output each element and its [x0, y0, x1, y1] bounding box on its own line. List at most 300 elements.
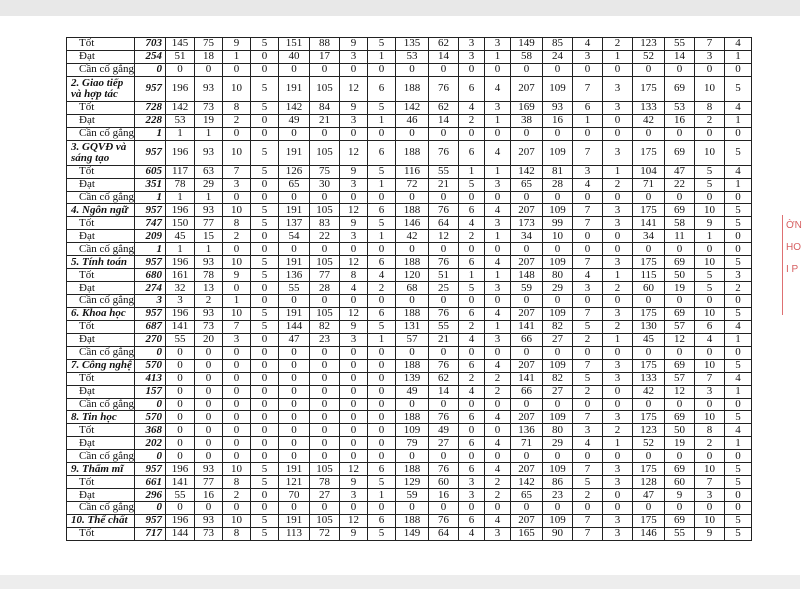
table-cell: 78	[310, 476, 340, 489]
table-cell: 88	[310, 38, 340, 51]
table-row	[67, 243, 752, 256]
table-cell: 115	[633, 269, 665, 282]
row-label: Đạt	[67, 282, 135, 295]
table-cell: 0	[633, 295, 665, 308]
table-cell: 1	[725, 333, 752, 346]
table-cell: 0	[603, 127, 633, 140]
table-cell: 188	[396, 140, 429, 165]
table-cell: 0	[279, 63, 310, 76]
table-cell: 0	[573, 127, 603, 140]
row-total: 0	[135, 398, 166, 411]
section-header-row	[67, 307, 752, 320]
row-label: Đạt	[67, 437, 135, 450]
table-cell: 19	[195, 114, 223, 127]
table-cell: 3	[573, 165, 603, 178]
table-cell: 29	[543, 437, 573, 450]
table-cell: 76	[429, 514, 459, 527]
table-cell: 6	[368, 463, 396, 476]
table-cell: 5	[251, 463, 279, 476]
table-cell: 1	[603, 165, 633, 178]
table-cell: 0	[368, 346, 396, 359]
table-cell: 0	[340, 63, 368, 76]
table-cell: 123	[633, 38, 665, 51]
table-cell: 7	[573, 256, 603, 269]
table-cell: 146	[633, 527, 665, 540]
table-cell: 4	[485, 76, 511, 101]
section-label: 9. Thẩm mĩ	[67, 463, 135, 476]
table-cell: 196	[166, 307, 195, 320]
row-total: 0	[135, 450, 166, 463]
table-cell: 9	[340, 476, 368, 489]
section-label: 3. GQVĐ và sáng tạo	[67, 140, 135, 165]
table-cell: 0	[603, 114, 633, 127]
table-cell: 60	[665, 476, 695, 489]
table-cell: 0	[368, 372, 396, 385]
table-cell: 28	[310, 282, 340, 295]
table-cell: 27	[543, 333, 573, 346]
table-cell: 0	[368, 191, 396, 204]
table-cell: 0	[368, 385, 396, 398]
table-cell: 4	[725, 372, 752, 385]
table-cell: 22	[665, 178, 695, 191]
table-cell: 0	[195, 372, 223, 385]
table-cell: 4	[573, 178, 603, 191]
table-cell: 3	[725, 269, 752, 282]
table-cell: 136	[511, 424, 543, 437]
table-row	[67, 346, 752, 359]
row-total: 228	[135, 114, 166, 127]
table-cell: 69	[665, 411, 695, 424]
table-row	[67, 50, 752, 63]
table-cell: 0	[695, 63, 725, 76]
table-cell: 3	[603, 476, 633, 489]
table-cell: 207	[511, 76, 543, 101]
table-cell: 6	[368, 256, 396, 269]
table-cell: 0	[279, 346, 310, 359]
table-cell: 83	[310, 217, 340, 230]
table-cell: 5	[695, 178, 725, 191]
table-cell: 0	[279, 437, 310, 450]
table-cell: 2	[603, 178, 633, 191]
table-cell: 70	[279, 489, 310, 502]
table-cell: 188	[396, 411, 429, 424]
table-row	[67, 165, 752, 178]
table-cell: 0	[223, 127, 251, 140]
table-cell: 175	[633, 359, 665, 372]
table-cell: 69	[665, 514, 695, 527]
table-cell: 4	[485, 307, 511, 320]
table-cell: 1	[459, 269, 485, 282]
table-cell: 1	[459, 165, 485, 178]
table-cell: 207	[511, 359, 543, 372]
table-cell: 16	[543, 114, 573, 127]
row-total: 957	[135, 204, 166, 217]
table-cell: 161	[166, 269, 195, 282]
table-cell: 34	[633, 230, 665, 243]
table-cell: 0	[485, 127, 511, 140]
table-cell: 188	[396, 204, 429, 217]
table-cell: 12	[340, 256, 368, 269]
table-cell: 49	[429, 424, 459, 437]
table-cell: 0	[511, 346, 543, 359]
table-cell: 1	[485, 269, 511, 282]
table-cell: 75	[195, 38, 223, 51]
row-total: 368	[135, 424, 166, 437]
table-cell: 0	[251, 191, 279, 204]
table-cell: 0	[223, 243, 251, 256]
table-cell: 4	[485, 256, 511, 269]
table-cell: 0	[279, 385, 310, 398]
table-cell: 49	[279, 114, 310, 127]
table-cell: 0	[725, 502, 752, 515]
table-cell: 73	[195, 320, 223, 333]
table-cell: 0	[166, 398, 195, 411]
table-cell: 7	[573, 463, 603, 476]
table-cell: 0	[195, 411, 223, 424]
table-cell: 150	[166, 217, 195, 230]
table-cell: 4	[485, 463, 511, 476]
table-cell: 1	[223, 295, 251, 308]
table-cell: 72	[310, 527, 340, 540]
table-cell: 6	[459, 437, 485, 450]
table-cell: 27	[543, 385, 573, 398]
table-cell: 0	[459, 127, 485, 140]
table-cell: 173	[511, 217, 543, 230]
table-cell: 135	[396, 38, 429, 51]
table-cell: 5	[725, 359, 752, 372]
table-cell: 0	[310, 502, 340, 515]
table-cell: 24	[543, 50, 573, 63]
table-cell: 12	[340, 76, 368, 101]
table-cell: 0	[429, 398, 459, 411]
table-cell: 0	[511, 398, 543, 411]
table-cell: 5	[725, 514, 752, 527]
table-cell: 0	[573, 191, 603, 204]
table-cell: 19	[665, 437, 695, 450]
table-cell: 0	[511, 127, 543, 140]
table-cell: 55	[279, 282, 310, 295]
table-cell: 59	[511, 282, 543, 295]
table-cell: 0	[310, 437, 340, 450]
table-cell: 133	[633, 372, 665, 385]
table-cell: 57	[665, 372, 695, 385]
table-cell: 21	[429, 178, 459, 191]
table-cell: 7	[573, 411, 603, 424]
table-cell: 69	[665, 307, 695, 320]
table-cell: 93	[195, 204, 223, 217]
table-row	[67, 476, 752, 489]
table-cell: 5	[725, 204, 752, 217]
table-cell: 3	[603, 76, 633, 101]
table-cell: 0	[251, 372, 279, 385]
table-cell: 4	[459, 217, 485, 230]
table-cell: 5	[725, 463, 752, 476]
table-cell: 10	[223, 307, 251, 320]
table-cell: 12	[665, 333, 695, 346]
table-cell: 10	[223, 204, 251, 217]
table-cell: 0	[368, 398, 396, 411]
table-cell: 9	[340, 217, 368, 230]
row-total: 0	[135, 502, 166, 515]
table-cell: 10	[695, 256, 725, 269]
section-label: 7. Công nghệ	[67, 359, 135, 372]
table-cell: 0	[251, 411, 279, 424]
table-cell: 8	[223, 217, 251, 230]
table-cell: 29	[195, 178, 223, 191]
table-cell: 149	[396, 527, 429, 540]
table-cell: 0	[665, 450, 695, 463]
table-cell: 5	[251, 101, 279, 114]
table-cell: 196	[166, 514, 195, 527]
table-cell: 0	[223, 398, 251, 411]
table-cell: 0	[695, 502, 725, 515]
table-cell: 42	[633, 385, 665, 398]
table-cell: 123	[633, 424, 665, 437]
table-cell: 126	[279, 165, 310, 178]
table-cell: 76	[429, 411, 459, 424]
table-cell: 0	[485, 450, 511, 463]
table-cell: 0	[429, 63, 459, 76]
table-cell: 0	[195, 359, 223, 372]
table-cell: 0	[251, 346, 279, 359]
table-cell: 4	[459, 101, 485, 114]
table-cell: 109	[543, 514, 573, 527]
table-cell: 0	[340, 346, 368, 359]
table-cell: 1	[725, 114, 752, 127]
table-cell: 105	[310, 76, 340, 101]
table-cell: 0	[251, 502, 279, 515]
table-cell: 0	[340, 385, 368, 398]
table-cell: 0	[223, 191, 251, 204]
table-cell: 53	[396, 50, 429, 63]
table-cell: 0	[368, 424, 396, 437]
section-label: 6. Khoa học	[67, 307, 135, 320]
table-cell: 0	[279, 191, 310, 204]
table-cell: 141	[633, 217, 665, 230]
table-row	[67, 230, 752, 243]
table-cell: 0	[310, 450, 340, 463]
table-cell: 93	[195, 514, 223, 527]
table-cell: 0	[396, 450, 429, 463]
table-cell: 191	[279, 204, 310, 217]
table-cell: 0	[485, 424, 511, 437]
table-cell: 10	[223, 256, 251, 269]
table-cell: 5	[725, 476, 752, 489]
table-cell: 5	[368, 476, 396, 489]
table-cell: 165	[511, 527, 543, 540]
table-cell: 0	[166, 359, 195, 372]
table-cell: 3	[573, 424, 603, 437]
table-cell: 169	[511, 101, 543, 114]
table-cell: 1	[485, 165, 511, 178]
table-cell: 0	[195, 398, 223, 411]
table-cell: 144	[279, 320, 310, 333]
table-cell: 47	[279, 333, 310, 346]
row-total: 157	[135, 385, 166, 398]
section-header-row	[67, 204, 752, 217]
table-cell: 4	[725, 165, 752, 178]
row-total: 747	[135, 217, 166, 230]
red-stamp-fragment	[782, 215, 800, 315]
table-cell: 0	[543, 450, 573, 463]
table-cell: 109	[543, 307, 573, 320]
table-cell: 82	[543, 320, 573, 333]
table-cell: 4	[573, 38, 603, 51]
table-cell: 5	[695, 165, 725, 178]
table-cell: 4	[485, 204, 511, 217]
section-label: 5. Tính toán	[67, 256, 135, 269]
table-cell: 142	[396, 101, 429, 114]
table-cell: 105	[310, 140, 340, 165]
table-cell: 0	[251, 127, 279, 140]
table-cell: 7	[573, 527, 603, 540]
table-cell: 84	[310, 101, 340, 114]
table-cell: 109	[543, 411, 573, 424]
table-cell: 6	[459, 411, 485, 424]
table-cell: 6	[368, 140, 396, 165]
table-cell: 1	[166, 243, 195, 256]
table-cell: 58	[511, 50, 543, 63]
table-cell: 0	[459, 424, 485, 437]
table-cell: 0	[695, 450, 725, 463]
table-cell: 188	[396, 76, 429, 101]
table-cell: 3	[485, 178, 511, 191]
table-cell: 188	[396, 256, 429, 269]
row-total: 957	[135, 140, 166, 165]
table-cell: 207	[511, 256, 543, 269]
table-row	[67, 217, 752, 230]
table-cell: 191	[279, 140, 310, 165]
table-cell: 8	[340, 269, 368, 282]
table-cell: 0	[511, 63, 543, 76]
table-cell: 0	[251, 282, 279, 295]
table-cell: 3	[573, 282, 603, 295]
table-cell: 1	[368, 178, 396, 191]
table-cell: 175	[633, 307, 665, 320]
table-cell: 3	[603, 217, 633, 230]
table-cell: 40	[279, 50, 310, 63]
row-total: 687	[135, 320, 166, 333]
table-cell: 105	[310, 307, 340, 320]
table-cell: 3	[603, 256, 633, 269]
table-cell: 7	[573, 140, 603, 165]
section-header-row	[67, 256, 752, 269]
table-cell: 6	[459, 307, 485, 320]
table-cell: 0	[573, 502, 603, 515]
table-cell: 188	[396, 514, 429, 527]
row-label: Cần cố gắng	[67, 191, 135, 204]
row-label: Tốt	[67, 320, 135, 333]
table-cell: 5	[368, 38, 396, 51]
row-total: 1	[135, 127, 166, 140]
table-cell: 0	[166, 450, 195, 463]
table-cell: 207	[511, 307, 543, 320]
row-label: Đạt	[67, 114, 135, 127]
row-label: Đạt	[67, 385, 135, 398]
table-cell: 0	[459, 450, 485, 463]
table-cell: 3	[223, 178, 251, 191]
table-cell: 188	[396, 359, 429, 372]
table-cell: 9	[340, 165, 368, 178]
section-label: 8. Tin học	[67, 411, 135, 424]
table-cell: 5	[573, 476, 603, 489]
table-cell: 76	[429, 256, 459, 269]
table-cell: 2	[695, 437, 725, 450]
section-header-row	[67, 411, 752, 424]
table-cell: 16	[195, 489, 223, 502]
row-total: 570	[135, 359, 166, 372]
row-total: 728	[135, 101, 166, 114]
table-cell: 0	[396, 502, 429, 515]
table-cell: 0	[223, 346, 251, 359]
table-cell: 2	[603, 424, 633, 437]
table-cell: 0	[603, 398, 633, 411]
table-cell: 49	[396, 385, 429, 398]
table-cell: 0	[310, 372, 340, 385]
row-label: Tốt	[67, 269, 135, 282]
row-total: 296	[135, 489, 166, 502]
row-label: Tốt	[67, 476, 135, 489]
table-cell: 0	[166, 502, 195, 515]
table-cell: 1	[166, 127, 195, 140]
table-cell: 116	[396, 165, 429, 178]
table-cell: 3	[573, 50, 603, 63]
table-cell: 0	[573, 450, 603, 463]
table-cell: 93	[195, 140, 223, 165]
table-cell: 93	[195, 76, 223, 101]
table-cell: 5	[725, 307, 752, 320]
table-cell: 196	[166, 140, 195, 165]
table-cell: 0	[223, 437, 251, 450]
table-cell: 2	[695, 114, 725, 127]
table-cell: 4	[485, 140, 511, 165]
table-cell: 5	[725, 527, 752, 540]
table-cell: 4	[459, 333, 485, 346]
table-cell: 11	[665, 230, 695, 243]
table-cell: 78	[166, 178, 195, 191]
table-cell: 0	[573, 63, 603, 76]
table-cell: 0	[251, 63, 279, 76]
table-cell: 0	[166, 385, 195, 398]
table-cell: 0	[396, 346, 429, 359]
table-cell: 1	[485, 320, 511, 333]
table-cell: 105	[310, 204, 340, 217]
table-cell: 0	[695, 295, 725, 308]
table-cell: 12	[340, 307, 368, 320]
table-cell: 5	[251, 76, 279, 101]
table-cell: 1	[485, 50, 511, 63]
row-total: 703	[135, 38, 166, 51]
table-cell: 3	[695, 489, 725, 502]
table-cell: 5	[459, 282, 485, 295]
table-cell: 0	[573, 346, 603, 359]
section-header-row	[67, 140, 752, 165]
table-cell: 0	[573, 398, 603, 411]
table-cell: 0	[166, 63, 195, 76]
row-total: 1	[135, 191, 166, 204]
table-cell: 175	[633, 140, 665, 165]
table-cell: 69	[665, 76, 695, 101]
table-cell: 144	[166, 527, 195, 540]
table-cell: 0	[279, 359, 310, 372]
table-cell: 5	[251, 269, 279, 282]
table-cell: 55	[166, 489, 195, 502]
table-cell: 0	[725, 450, 752, 463]
table-cell: 12	[665, 385, 695, 398]
table-row	[67, 127, 752, 140]
table-cell: 0	[429, 191, 459, 204]
table-cell: 0	[279, 295, 310, 308]
